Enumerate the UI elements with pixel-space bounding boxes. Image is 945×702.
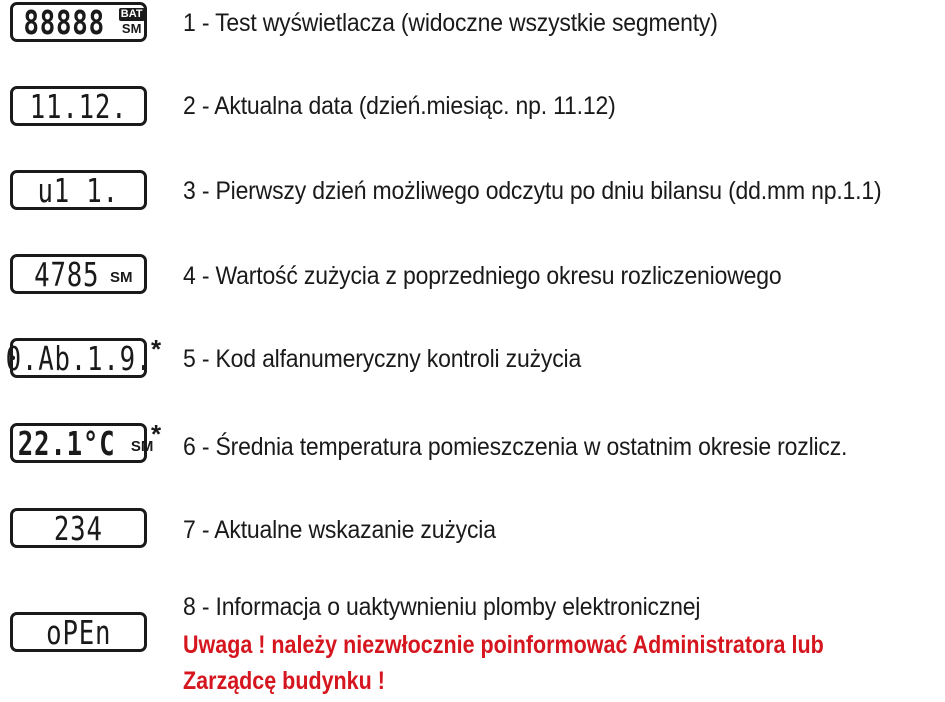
legend-description-3: 3 - Pierwszy dzień możliwego odczytu po dniu bilansu (dd.mm np.1.1) [183,177,882,205]
legend-description-8: 8 - Informacja o uaktywnieniu plomby elektronicznej [183,593,701,621]
sm-indicator: SM [130,438,154,455]
lcd-display-3 [10,170,147,210]
legend-description-2: 2 - Aktualna data (dzień.miesiąc. np. 11.12) [183,92,616,120]
lcd-display-2 [10,86,147,126]
lcd-digits: 234 [54,508,103,548]
lcd-digits: 0.Ab.1.9. [5,338,152,378]
legend-description-4: 4 - Wartość zużycia z poprzedniego okresu rozliczeniowego [183,262,782,290]
lcd-digits: 22.1°C [17,423,116,463]
warning-line-1: Uwaga ! należy niezwłocznie poinformować Administratora lub [183,631,824,659]
lcd-display-8 [10,612,147,652]
legend-description-6: 6 - Średnia temperatura pomieszczenia w ostatnim okresie rozlicz. [183,433,848,461]
lcd-digits: 11.12. [29,86,128,126]
lcd-digits: u1 1. [37,170,120,210]
lcd-display-4 [10,254,147,294]
asterisk-marker: * [151,419,162,449]
lcd-digits: 88888 [23,2,106,42]
sm-indicator: SM [109,269,133,286]
lcd-indicators [119,8,145,36]
legend-description-5: 5 - Kod alfanumeryczny kontroli zużycia [183,345,582,373]
lcd-display-5 [5,338,152,378]
legend-description-1: 1 - Test wyświetlacza (widoczne wszystkie segmenty) [183,9,718,37]
lcd-digits: 4785 [33,254,99,294]
asterisk-marker: * [151,334,162,364]
legend-description-7: 7 - Aktualne wskazanie zużycia [183,516,496,544]
lcd-display-7 [10,508,147,548]
warning-line-2: Zarządcę budynku ! [183,667,385,695]
lcd-display-1 [10,2,147,42]
battery-indicator: BAT [120,8,143,20]
lcd-display-6 [10,423,154,463]
lcd-digits: oPEn [45,612,112,652]
sm-indicator: SM [121,21,142,36]
